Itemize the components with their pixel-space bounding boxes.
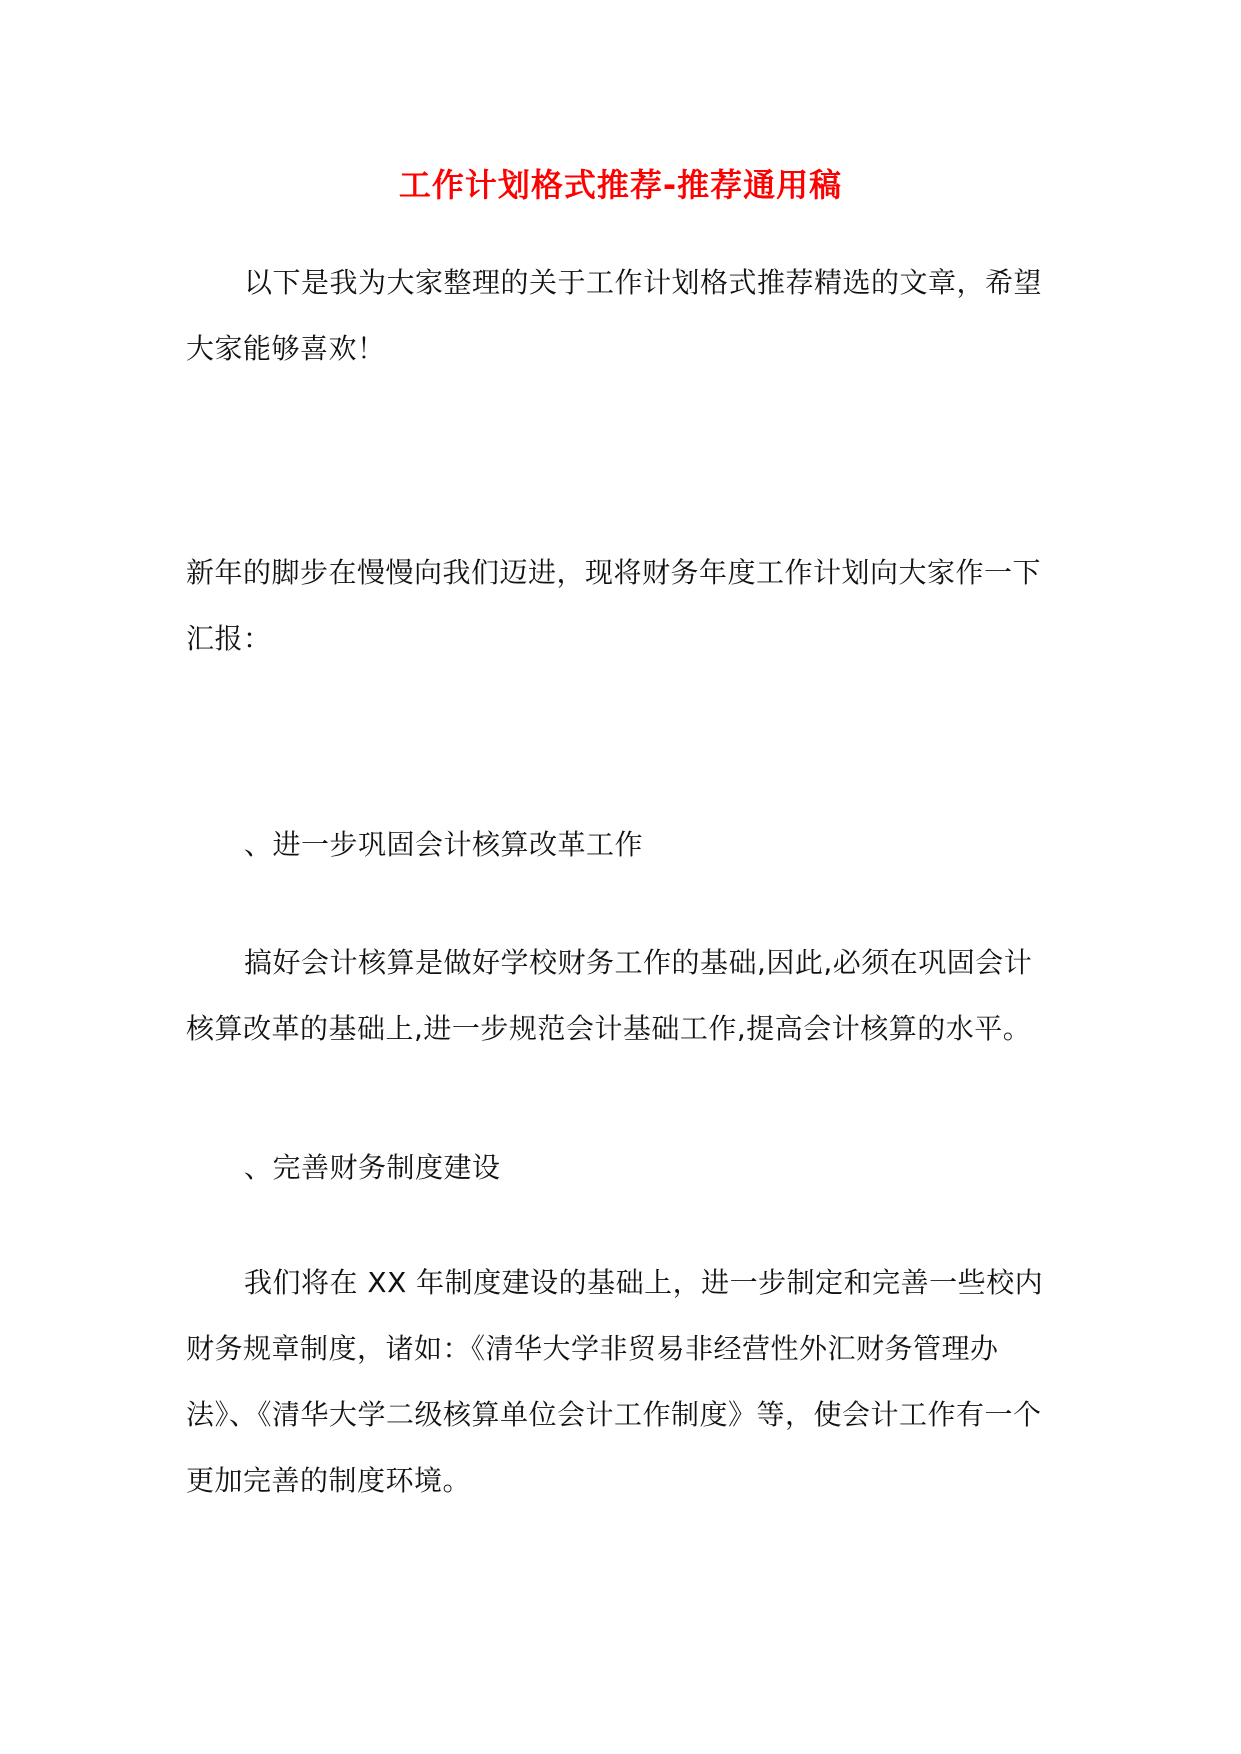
opening-line-2: 汇报： bbox=[186, 622, 272, 655]
intro-line-2: 大家能够喜欢！ bbox=[186, 332, 386, 365]
opening-line-1: 新年的脚步在慢慢向我们迈进，现将财务年度工作计划向大家作一下 bbox=[186, 556, 1042, 589]
intro-paragraph bbox=[186, 250, 1056, 382]
intro-line-1: 以下是我为大家整理的关于工作计划格式推荐精选的文章，希望 bbox=[244, 266, 1043, 299]
section-paragraph-2-line-2: 财务规章制度，诸如：《清华大学非贸易非经营性外汇财务管理办 bbox=[186, 1332, 999, 1365]
section-paragraph-1 bbox=[186, 930, 1056, 1062]
document-title: 工作计划格式推荐-推荐通用稿 bbox=[398, 166, 843, 204]
section-paragraph-2-line-3: 法》、《清华大学二级核算单位会计工作制度》等，使会计工作有一个 bbox=[186, 1398, 1042, 1431]
section-paragraph-2 bbox=[186, 1250, 1056, 1514]
opening-paragraph bbox=[186, 540, 1056, 672]
section-heading-1 bbox=[186, 812, 1056, 878]
section-heading-2-text: 、完善财务制度建设 bbox=[244, 1151, 501, 1184]
section-paragraph-2-line-1: 我们将在 XX 年制度建设的基础上，进一步制定和完善一些校内 bbox=[244, 1266, 1044, 1299]
section-paragraph-1-line-1: 搞好会计核算是做好学校财务工作的基础,因此,必须在巩固会计 bbox=[244, 946, 1033, 979]
section-heading-2 bbox=[186, 1135, 1056, 1201]
section-heading-1-text: 、进一步巩固会计核算改革工作 bbox=[244, 828, 644, 861]
section-paragraph-2-line-4: 更加完善的制度环境。 bbox=[186, 1464, 472, 1497]
section-paragraph-1-line-2: 核算改革的基础上,进一步规范会计基础工作,提高会计核算的水平。 bbox=[186, 1012, 1032, 1045]
